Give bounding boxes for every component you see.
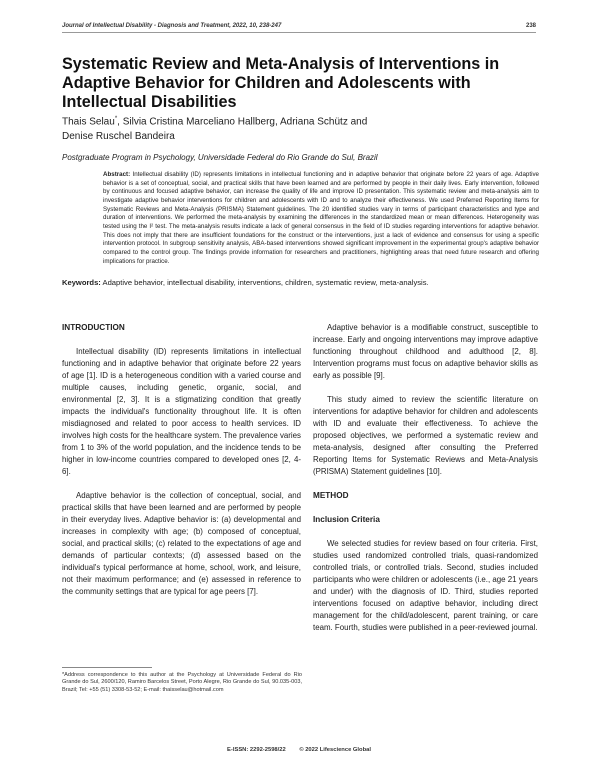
footnote-divider <box>62 667 152 668</box>
inclusion-criteria-heading: Inclusion Criteria <box>313 515 380 524</box>
author-list <box>62 112 522 144</box>
abstract-text: Intellectual disability (ID) represents limitations in intellectual functioning and in adaptive behavior that originate before 22 years of age. Adaptive behavior is a set of conceptual, social, and practical skills that have been learned and are performed by people in their daily lives. Early intervention, followed by continuous and focused adaptive behavior, can increase the quality of life and improve ID presentation. This systematic review and meta-analysis aim to investigate adaptive behavior interventions for children and adolescents with ID and to analyze their effectiveness. We used Preferred Reporting Items for Systematic Reviews and Meta-Analysis (PRISMA) Statement guidelines. The 20 identified studies vary in terms of participant characteristics and type and duration of interventions. We performed the meta-analysis by examining the differences in the standardized mean or mean differences. Heterogeneity was tested using the I² test. The meta-analysis results indicate a lack of general consensus in the field of ID studies regarding interventions for adaptive behavior. This does not imply that there are insufficient foundations for the construct or the interventions, just a lack of evidence and consensus for using a specific intervention protocol. In subgroup sensitivity analysis, ABA-based interventions showed significant improvement in the experimental group's adaptive behavior compared to the control group. The findings provide information for researchers and practitioners, highlighting areas that need future research and offering implications for practice. <box>103 171 539 265</box>
page-number: 238 <box>525 23 536 29</box>
keywords-text: Adaptive behavior, intellectual disability, interventions, children, systematic review, meta-analysis. <box>100 278 429 287</box>
paper-title: Systematic Review and Meta-Analysis of Interventions in Adaptive Behavior for Children and Adolescents with Intellectual Disabilities <box>62 55 500 111</box>
abstract-label: Abstract: <box>103 171 131 178</box>
keywords <box>62 278 542 287</box>
method-heading: METHOD <box>313 491 349 500</box>
method-paragraph-1: We selected studies for review based on four criteria. First, studies used randomized controlled trials, quasi-randomized controlled trials, or controlled trials. Second, studies included participants who were children or adolescents (i.e., age 21 years and under) with the diagnosis of ID. Third, studies reported interventions focused on adaptive behavior, including direct management for the child/adolescent, parent training, or care team. Fourth, studies were published in a peer-reviewed journal. <box>313 539 539 632</box>
corresponding-author-mark: * <box>114 116 118 122</box>
journal-citation: Journal of Intellectual Disability - Diagnosis and Treatment, 2022, 10, 238-247 <box>62 23 282 29</box>
right-column <box>313 322 538 634</box>
introduction-heading: INTRODUCTION <box>62 323 125 332</box>
intro-paragraph-3: Adaptive behavior is a modifiable construct, susceptible to increase. Early and ongoing interventions may improve adaptive functioning throughout childhood and adulthood [2, 8]. Intervention programs must focus on adaptive behavior skills as early as possible [9]. <box>313 323 538 380</box>
running-head <box>62 23 536 29</box>
intro-paragraph-2: Adaptive behavior is the collection of conceptual, social, and practical skills that have been learned and are performed by people in their everyday lives. Adaptive behavior is: (a) developmental and increases in complexity with age; (b) composed of conceptual, social, and practical skills; (c) related to the expectations of age and demands of particular contexts; (d) assessed based on the individual's typical performance at home, school, work, and leisure, not their maximum performance; and (e) assessed in reference to the community settings that are typical for age peers [7]. <box>62 491 301 596</box>
page-footer <box>62 747 536 753</box>
intro-paragraph-1: Intellectual disability (ID) represents limitations in intellectual functioning and in adaptive behavior that originate before 22 years of age [1]. ID is a heterogeneous condition with a varied course and multiple causes, including genetic, organic, social, and environmental [2, 3]. It is a stigmatizing condition that greatly impacts the individual's functionality throughout life. It is often misdiagnosed and related to poor access to health services. ID involves high costs for the healthcare system. The prevalence varies from 1 to 3% of the world population, and the incidence tends to be higher in low-income countries compared to developed ones [2, 4-6]. <box>62 347 301 476</box>
copyright: © 2022 Lifescience Global <box>299 747 371 753</box>
keywords-label: Keywords: <box>62 278 101 287</box>
author-line-1a: Thais Selau <box>62 116 115 128</box>
issn: E-ISSN: 2292-2598/22 <box>227 747 286 753</box>
author-line-1b: , Silvia Cristina Marceliano Hallberg, Adriana Schütz and <box>117 116 368 128</box>
header-divider <box>62 32 536 33</box>
left-column <box>62 322 301 598</box>
author-line-2: Denise Ruschel Bandeira <box>62 131 175 143</box>
correspondence-footnote: *Address correspondence to this author at the Psychology at Universidade Federal do Rio Grande do Sul, 2600/120, Ramiro Barcelos Street, Porto Alegre, Rio Grande do Sul, 90.035-003, Brazil; Tel: +55 (51) 3308-53-52; E-mail: thaisselau@hotmail.com <box>62 672 302 693</box>
intro-paragraph-4: This study aimed to review the scientific literature on interventions for adaptive behavior for children and adolescents with ID and evaluate their effectiveness. To achieve the proposed objectives, we performed a systematic review and meta-analysis, designed after consulting the Preferred Reporting Items for Systematic Reviews and Meta-Analysis (PRISMA) Statement guidelines [10]. <box>313 395 538 476</box>
affiliation: Postgraduate Program in Psychology, Universidade Federal do Rio Grande do Sul, Brazil <box>62 153 378 162</box>
abstract <box>103 171 539 266</box>
